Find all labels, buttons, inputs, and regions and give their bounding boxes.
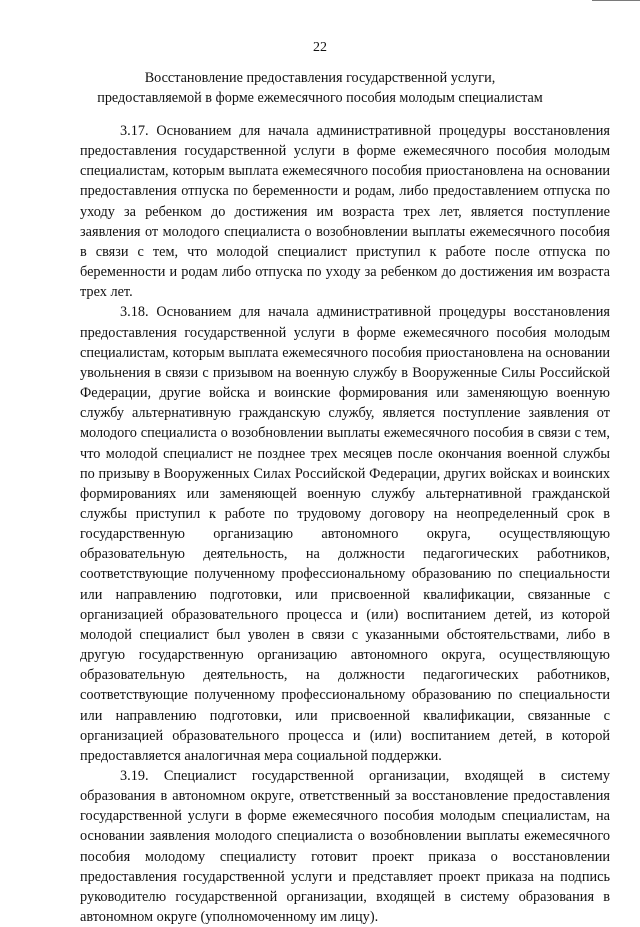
section-title-line-2: предоставляемой в форме ежемесячного пособия молодым специалистам xyxy=(97,90,543,106)
paragraph-3-19: 3.19. Специалист государственной организации, входящей в систему образования в автономном округе, ответственный за восстановление предоставления государственной услуги в форме ежемесячного пособия молодым специалистам, на основании заявления молодого специалиста о возобновлении выплаты ежемесячного пособия молодому специалисту готовит проект приказа о восстановлении предоставления государственной услуги и представляет проект приказа на подпись руководителю государственной организации, входящей в систему образования в автономном округе (уполномоченному им лицу). xyxy=(80,768,610,926)
page-number: 22 xyxy=(313,40,327,55)
corner-rule xyxy=(592,0,640,1)
paragraph-3-17: 3.17. Основанием для начала административной процедуры восстановления предоставления государственной услуги в форме ежемесячного пособия молодым специалистам, которым выплата ежемесячного пособия приостановлена на основании предоставления отпуска по беременности и родам, либо предоставлением отпуска по уходу за ребенком до достижения им возраста трех лет, является поступление заявления от молодого специалиста о возобновлении выплаты ежемесячного пособия в связи с тем, что молодой специалист приступил к работе после отпуска по беременности и родам либо отпуска по уходу за ребенком до достижения им возраста трех лет. xyxy=(80,123,610,301)
paragraph-3-18: 3.18. Основанием для начала административной процедуры восстановления предоставления государственной услуги в форме ежемесячного пособия молодым специалистам, которым выплата ежемесячного пособия приостановлена на основании увольнения в связи с призывом на военную службу в Вооруженные Силы Российской Федерации, другие войска и воинские формирования или заменяющую военную службу альтернативную гражданскую службу, является поступление заявления от молодого специалиста о возобновлении выплаты ежемесячного пособия в связи с тем, что молодой специалист не позднее трех месяцев после окончания военной службы по призыву в Вооруженных Силах Российской Федерации, других войсках и воинских формированиях или заменяющей военную службу альтернативной гражданской службы приступил к работе по трудовому договору на неопределенный срок в государственную организацию автономного округа, осуществляющую образовательную деятельность, на должности педагогических работников, соответствующие полученному профессиональному образованию по специальности или направлению подготовки, или присвоенной квалификации, связанные с организацией образовательного процесса и (или) воспитанием детей, из которой молодой специалист был уволен в связи с указанными обстоятельствами, либо в другую государственную организацию автономного округа, осуществляющую образовательную деятельность, на должности педагогических работников, соответствующие полученному профессиональному образованию по специальности или направлению подготовки, или присвоенной квалификации, связанные с организацией образовательного процесса и (или) воспитанием детей, в которой предоставляется аналогичная мера социальной поддержки. xyxy=(80,304,610,764)
section-title xyxy=(60,68,580,108)
section-title-line-1: Восстановление предоставления государственной услуги, xyxy=(144,70,496,86)
document-body xyxy=(80,121,610,927)
